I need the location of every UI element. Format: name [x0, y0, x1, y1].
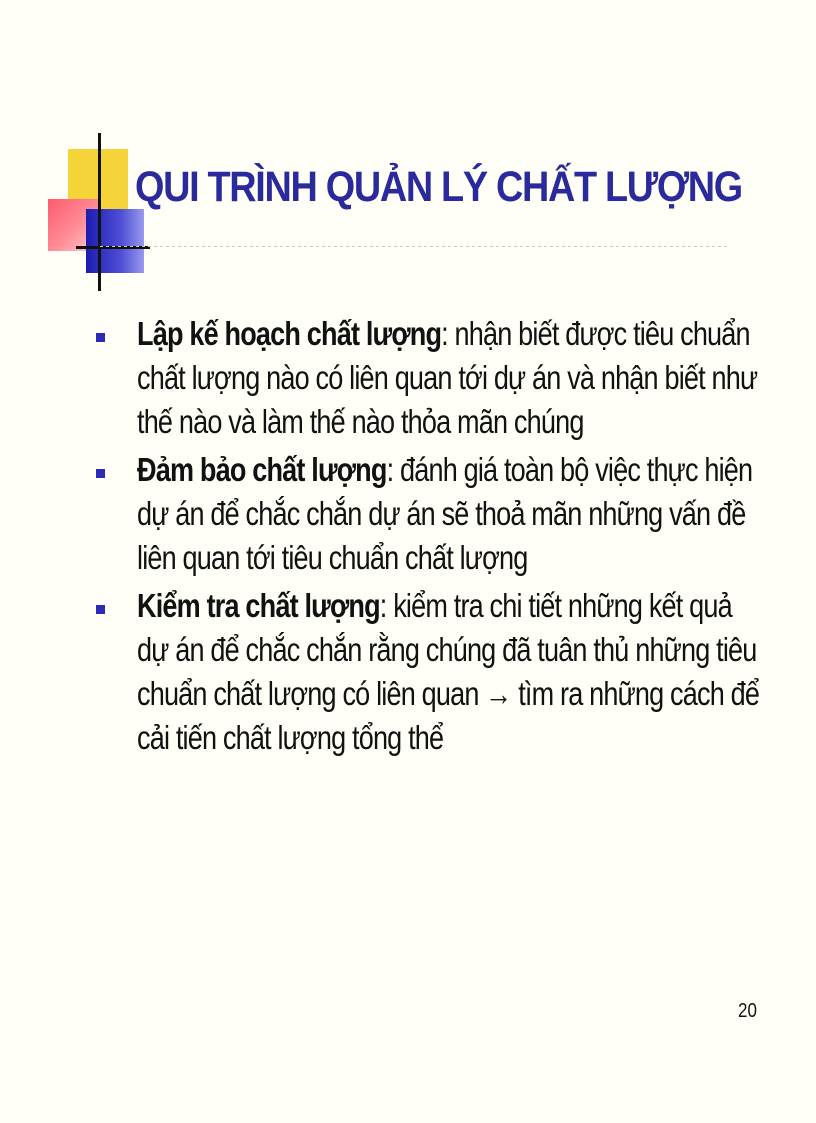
bullet-square-icon — [96, 333, 105, 342]
bullet-description: : nhận biết được tiêu chuẩn chất lượng nào có liên quan tới dự án và nhận biết như thế nào và làm thế nào thỏa mãn chúng — [137, 315, 758, 440]
bullet-description: : kiểm tra chi tiết những kết quả dự án để chắc chắn rằng chúng đã tuân thủ những tiêu chuẩn chất lượng có liên quan → tìm ra những cách để cải tiến chất lượng tổng thể — [137, 587, 760, 756]
bullet-text — [137, 448, 760, 580]
bullet-square-icon — [96, 469, 105, 478]
bullet-square-icon — [96, 605, 105, 614]
bullet-term: Lập kế hoạch chất lượng — [137, 315, 442, 352]
bullet-text — [137, 584, 760, 760]
bullet-term: Kiểm tra chất lượng — [137, 587, 380, 624]
bullet-term: Đảm bảo chất lượng — [137, 451, 387, 488]
decorative-squares-graphic — [40, 125, 150, 290]
blue-square — [86, 209, 144, 273]
bullet-text — [137, 312, 760, 444]
page-number: 20 — [738, 1000, 757, 1022]
slide-title: QUI TRÌNH QUẢN LÝ CHẤT LƯỢNG — [135, 163, 742, 211]
list-item — [92, 584, 772, 760]
list-item — [92, 312, 772, 444]
title-divider — [100, 246, 730, 247]
list-item — [92, 448, 772, 580]
bullet-description: : đánh giá toàn bộ việc thực hiện dự án để chắc chắn dự án sẽ thoả mãn những vấn đề liên quan tới tiêu chuẩn chất lượng — [137, 451, 753, 576]
vertical-line — [98, 133, 101, 291]
bullet-list — [92, 312, 772, 764]
